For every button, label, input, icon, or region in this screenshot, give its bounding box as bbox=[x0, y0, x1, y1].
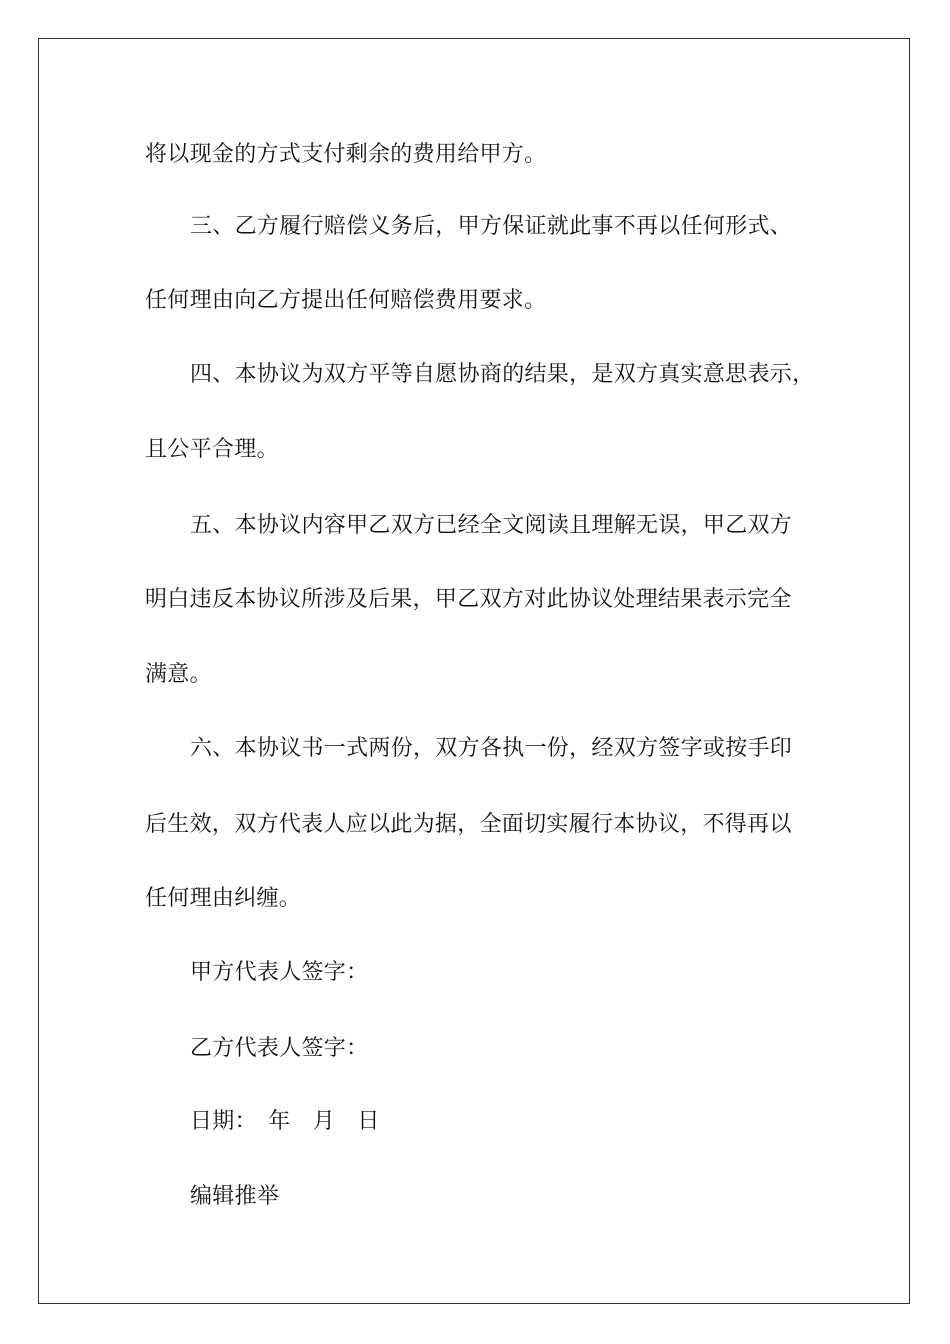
date-label: 日期： 年 月 日 bbox=[190, 1109, 380, 1134]
body-line-1: 将以现金的方式支付剩余的费用给甲方。 bbox=[145, 142, 547, 167]
clause-6-line-2: 后生效，双方代表人应以此为据，全面切实履行本协议，不得再以 bbox=[145, 812, 792, 837]
clause-3-line-2: 任何理由向乙方提出任何赔偿费用要求。 bbox=[145, 288, 547, 313]
clause-5-line-3: 满意。 bbox=[145, 662, 212, 687]
clause-4-line-1: 四、本协议为双方平等自愿协商的结果，是双方真实意思表示， bbox=[190, 362, 815, 387]
party-a-signature-label: 甲方代表人签字： bbox=[190, 960, 369, 985]
clause-5-line-1: 五、本协议内容甲乙双方已经全文阅读且理解无误，甲乙双方 bbox=[190, 513, 793, 538]
footer-label: 编辑推举 bbox=[190, 1184, 280, 1209]
clause-6-line-3: 任何理由纠缠。 bbox=[145, 886, 302, 911]
clause-6-line-1: 六、本协议书一式两份，双方各执一份，经双方签字或按手印 bbox=[190, 736, 793, 761]
clause-4-line-2: 且公平合理。 bbox=[145, 437, 279, 462]
clause-5-line-2: 明白违反本协议所涉及后果，甲乙双方对此协议处理结果表示完全 bbox=[145, 587, 792, 612]
party-b-signature-label: 乙方代表人签字： bbox=[190, 1036, 369, 1061]
clause-3-line-1: 三、乙方履行赔偿义务后，甲方保证就此事不再以任何形式、 bbox=[190, 214, 793, 239]
